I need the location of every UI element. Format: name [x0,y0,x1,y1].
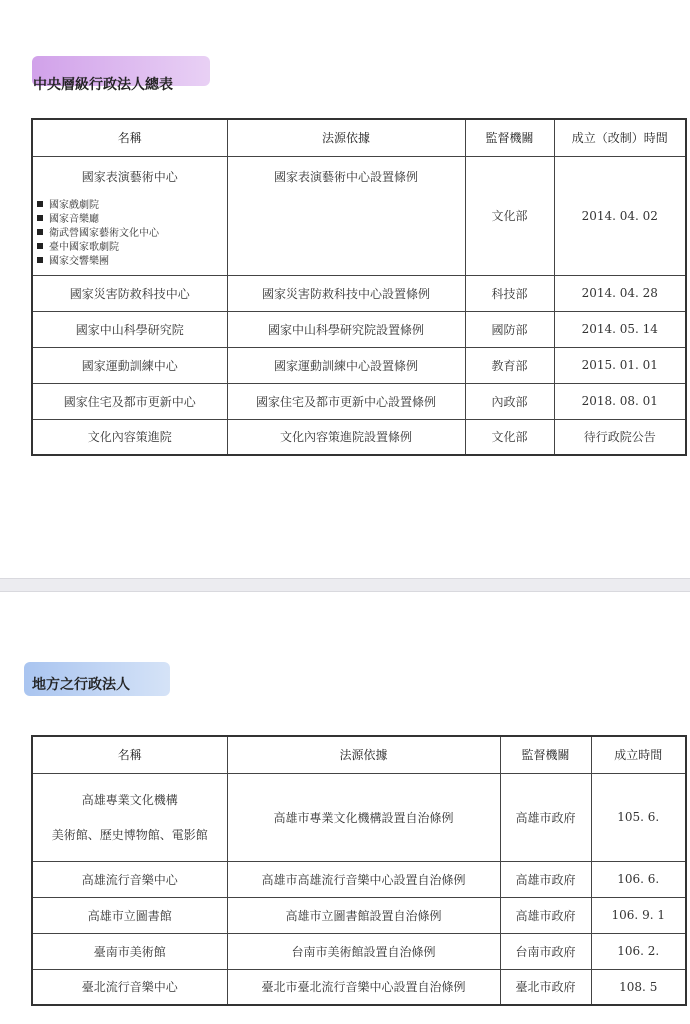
cell-law: 國家運動訓練中心設置條例 [227,347,465,383]
table-row [32,311,686,347]
cell-name: 國家住宅及都市更新中心 [32,383,227,419]
org-subunits: 美術館、歷史博物館、電影館 [51,828,208,842]
table-row [32,969,686,1005]
bullet-icon [37,215,43,221]
table-row [32,419,686,455]
cell-agency: 內政部 [465,383,554,419]
cell-date: 108. 5 [591,969,686,1005]
cell-agency: 高雄市政府 [500,773,591,861]
cell-agency: 高雄市政府 [500,861,591,897]
table-header-row [32,119,686,156]
cell-name [32,773,227,861]
cell-agency: 臺北市政府 [500,969,591,1005]
cell-law: 高雄市專業文化機構設置自治條例 [227,773,500,861]
cell-agency: 文化部 [465,419,554,455]
cell-agency: 國防部 [465,311,554,347]
cell-date: 2014. 04. 02 [554,156,686,275]
bullet-icon [37,257,43,263]
cell-agency: 文化部 [465,156,554,275]
list-item: 衛武營國家藝術文化中心 [37,227,227,241]
bullet-icon [37,243,43,249]
table-row [32,897,686,933]
table-row [32,773,686,861]
cell-date: 待行政院公告 [554,419,686,455]
cell-name [32,156,227,275]
header-date: 成立時間 [591,736,686,773]
local-table [31,735,687,1006]
document-page-2 [0,592,690,1024]
cell-agency: 高雄市政府 [500,897,591,933]
header-date: 成立（改制）時間 [554,119,686,156]
table-row [32,156,686,275]
cell-law: 國家住宅及都市更新中心設置條例 [227,383,465,419]
cell-date: 2015. 01. 01 [554,347,686,383]
cell-law: 台南市美術館設置自治條例 [227,933,500,969]
table-header-row [32,736,686,773]
cell-date: 2014. 04. 28 [554,275,686,311]
cell-name: 國家災害防救科技中心 [32,275,227,311]
cell-name: 文化內容策進院 [32,419,227,455]
cell-name: 高雄流行音樂中心 [32,861,227,897]
cell-law: 文化內容策進院設置條例 [227,419,465,455]
cell-name: 臺北流行音樂中心 [32,969,227,1005]
subunit-list [37,199,227,269]
cell-date: 2018. 08. 01 [554,383,686,419]
header-agency: 監督機關 [465,119,554,156]
cell-agency: 台南市政府 [500,933,591,969]
org-name: 高雄專業文化機構 [81,793,178,807]
table-row [32,347,686,383]
bullet-icon [37,229,43,235]
cell-law: 臺北市臺北流行音樂中心設置自治條例 [227,969,500,1005]
cell-law: 國家中山科學研究院設置條例 [227,311,465,347]
list-item: 國家戲劇院 [37,199,227,213]
bullet-icon [37,201,43,207]
local-heading: 地方之行政法人 [32,677,130,693]
cell-date: 106. 9. 1 [591,897,686,933]
central-heading: 中央層級行政法人總表 [33,77,173,93]
page-separator [0,578,690,592]
header-name: 名稱 [32,736,227,773]
cell-date: 106. 6. [591,861,686,897]
list-item: 臺中國家歌劇院 [37,241,227,255]
table-row [32,861,686,897]
cell-law: 高雄市立圖書館設置自治條例 [227,897,500,933]
cell-law: 高雄市高雄流行音樂中心設置自治條例 [227,861,500,897]
header-law: 法源依據 [227,119,465,156]
header-law: 法源依據 [227,736,500,773]
list-item: 國家音樂廳 [37,213,227,227]
cell-law: 國家表演藝術中心設置條例 [227,156,465,275]
cell-law: 國家災害防救科技中心設置條例 [227,275,465,311]
cell-name: 高雄市立圖書館 [32,897,227,933]
org-name: 國家表演藝術中心 [81,169,178,184]
table-row [32,383,686,419]
cell-agency: 教育部 [465,347,554,383]
central-table [31,118,687,456]
cell-date: 2014. 05. 14 [554,311,686,347]
cell-name: 國家運動訓練中心 [32,347,227,383]
cell-name: 臺南市美術館 [32,933,227,969]
table-row [32,275,686,311]
table-row [32,933,686,969]
cell-date: 106. 2. [591,933,686,969]
header-agency: 監督機關 [500,736,591,773]
cell-agency: 科技部 [465,275,554,311]
header-name: 名稱 [32,119,227,156]
cell-name: 國家中山科學研究院 [32,311,227,347]
cell-date: 105. 6. [591,773,686,861]
list-item: 國家交響樂團 [37,255,227,269]
